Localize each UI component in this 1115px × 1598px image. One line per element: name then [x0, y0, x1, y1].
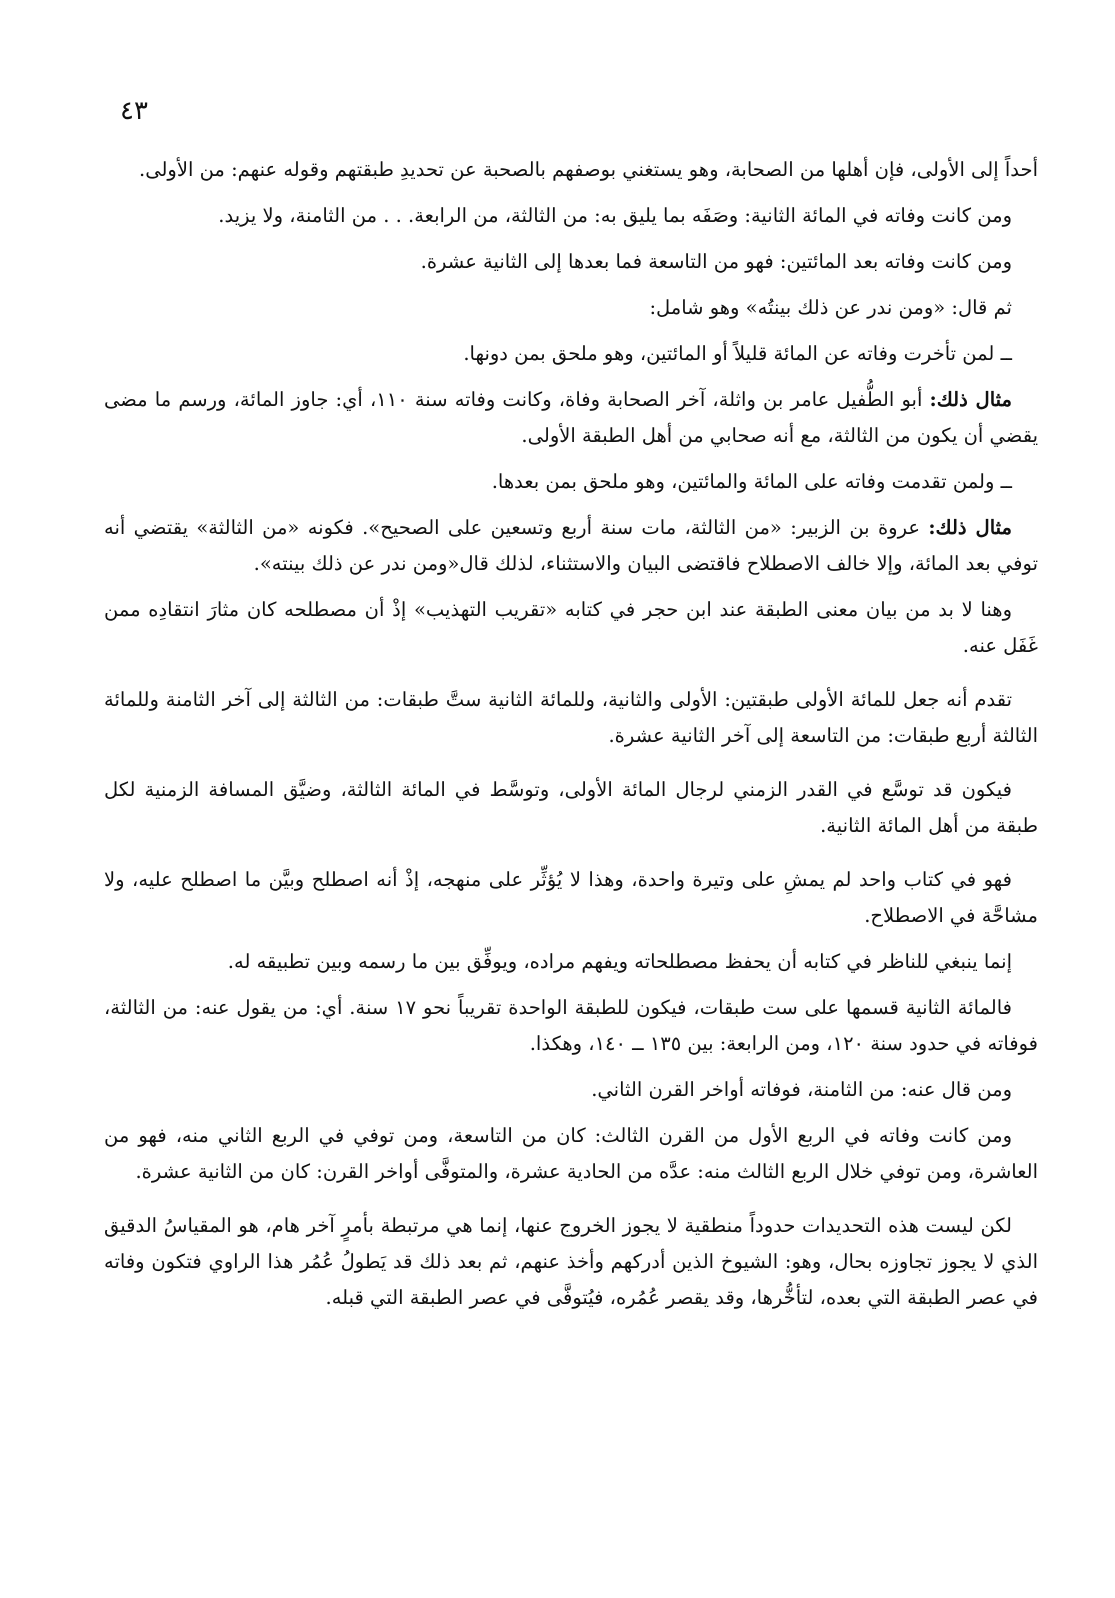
paragraph — [104, 510, 1038, 582]
paragraph — [104, 336, 1038, 372]
paragraph-text: فيكون قد توسَّع في القدر الزمني لرجال المائة الأولى، وتوسَّط في المائة الثالثة، وضيَّق المسافة الزمنية لكل طبقة من أهل المائة الثانية. — [104, 778, 1038, 837]
paragraph — [104, 682, 1038, 754]
paragraph — [104, 592, 1038, 664]
paragraph — [104, 862, 1038, 934]
body-text — [104, 152, 1038, 1326]
paragraph — [104, 1072, 1038, 1108]
paragraph — [104, 1118, 1038, 1190]
paragraph — [104, 990, 1038, 1062]
paragraph-text: ــ لمن تأخرت وفاته عن المائة قليلاً أو المائتين، وهو ملحق بمن دونها. — [463, 342, 1012, 365]
paragraph — [104, 464, 1038, 500]
paragraph-text: ومن كانت وفاته بعد المائتين: فهو من التاسعة فما بعدها إلى الثانية عشرة. — [420, 250, 1012, 273]
paragraph — [104, 244, 1038, 280]
paragraph-text: إنما ينبغي للناظر في كتابه أن يحفظ مصطلحاته ويفهم مراده، ويوفِّق بين ما رسمه وبين تطبيقه له. — [227, 950, 1012, 973]
paragraph — [104, 382, 1038, 454]
example-lead: مثال ذلك: — [928, 516, 1012, 539]
paragraph-text: ومن كانت وفاته في المائة الثانية: وصَفَه بما يليق به: من الثالثة، من الرابعة. . . من الثامنة، ولا يزيد. — [218, 204, 1012, 227]
paragraph-text: فالمائة الثانية قسمها على ست طبقات، فيكون للطبقة الواحدة تقريباً نحو ١٧ سنة. أي: من يقول عنه: من الثالثة، فوفاته في حدود سنة ١٢٠، ومن الرابعة: بين ١٣٥ ــ ١٤٠، وهكذا. — [104, 996, 1038, 1055]
paragraph-text: ومن كانت وفاته في الربع الأول من القرن الثالث: كان من التاسعة، ومن توفي في الربع الثاني منه، فهو من العاشرة، ومن توفي خلال الربع الثالث منه: عدَّه من الحادية عشرة، والمتوفَّى أواخر القرن: كان من الثانية عشرة. — [104, 1124, 1038, 1183]
example-lead: مثال ذلك: — [929, 388, 1012, 411]
paragraph-text: وهنا لا بد من بيان معنى الطبقة عند ابن حجر في كتابه «تقريب التهذيب» إذْ أن مصطلحه كان مثارَ انتقادِه ممن غَفَل عنه. — [104, 598, 1038, 657]
paragraph-text: فهو في كتاب واحد لم يمشِ على وتيرة واحدة، وهذا لا يُؤثِّر على منهجه، إذْ أنه اصطلح وبيَّن ما اصطلح عليه، ولا مشاحَّة في الاصطلاح. — [104, 868, 1038, 927]
paragraph — [104, 1208, 1038, 1316]
paragraph — [104, 290, 1038, 326]
paragraph-text: أحداً إلى الأولى، فإن أهلها من الصحابة، وهو يستغني بوصفهم بالصحبة عن تحديدِ طبقتهم وقوله عنهم: من الأولى. — [139, 158, 1038, 181]
paragraph — [104, 772, 1038, 844]
paragraph-text: تقدم أنه جعل للمائة الأولى طبقتين: الأولى والثانية، وللمائة الثانية ستَّ طبقات: من الثالثة إلى آخر الثامنة وللمائة الثالثة أربع طبقات: من التاسعة إلى آخر الثانية عشرة. — [104, 688, 1038, 747]
paragraph-text: ومن قال عنه: من الثامنة، فوفاته أواخر القرن الثاني. — [591, 1078, 1012, 1101]
paragraph-text: ــ ولمن تقدمت وفاته على المائة والمائتين، وهو ملحق بمن بعدها. — [491, 470, 1012, 493]
paragraph — [104, 152, 1038, 188]
paragraph — [104, 198, 1038, 234]
paragraph-text: لكن ليست هذه التحديدات حدوداً منطقية لا يجوز الخروج عنها، إنما هي مرتبطة بأمرٍ آخر هام، هو المقياسُ الدقيق الذي لا يجوز تجاوزه بحال، وهو: الشيوخ الذين أدركهم وأخذ عنهم، ثم بعد ذلك قد يَطولُ عُمُر هذا الراوي فتكون وفاته في عصر الطبقة التي بعده، لتأخُّرها، وقد يقصر عُمُره، فيُتوفَّى في عصر الطبقة التي قبله. — [104, 1214, 1038, 1309]
paragraph-text: عروة بن الزبير: «من الثالثة، مات سنة أربع وتسعين على الصحيح». فكونه «من الثالثة» يقتضي أنه توفي بعد المائة، وإلا خالف الاصطلاح فاقتضى البيان والاستثناء، لذلك قال«ومن ندر عن ذلك بينته». — [104, 516, 1038, 575]
paragraph-text: أبو الطُّفيل عامر بن واثلة، آخر الصحابة وفاة، وكانت وفاته سنة ١١٠، أي: جاوز المائة، ورسم ما مضى يقضي أن يكون من الثالثة، مع أنه صحابي من أهل الطبقة الأولى. — [104, 388, 1038, 447]
paragraph-text: ثم قال: «ومن ندر عن ذلك بينتُه» وهو شامل: — [649, 296, 1012, 319]
page-number: ٤٣ — [120, 96, 148, 126]
paragraph — [104, 944, 1038, 980]
